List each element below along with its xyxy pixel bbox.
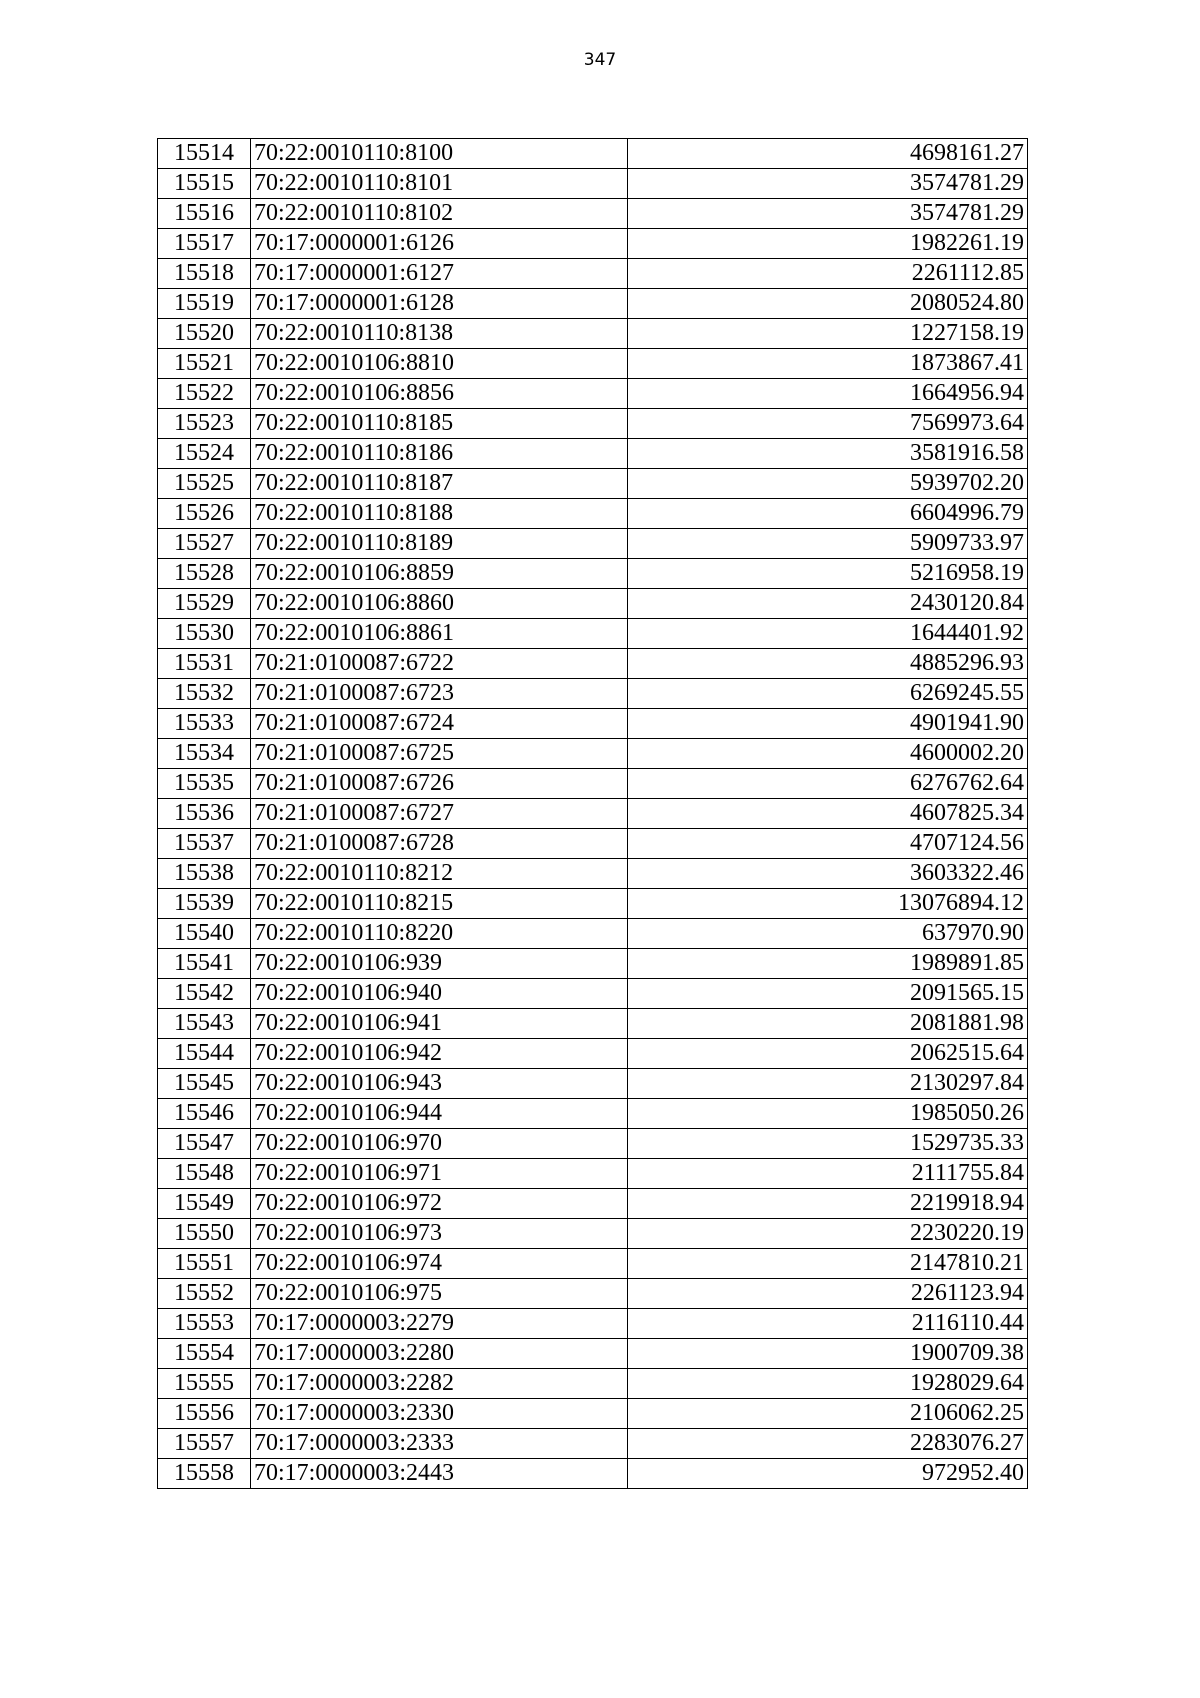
- cadastral-number-cell: 70:22:0010110:8212: [251, 859, 628, 889]
- table-row: [158, 229, 1028, 259]
- table-row: [158, 1009, 1028, 1039]
- row-number-cell: 15535: [158, 769, 251, 799]
- table-row: [158, 379, 1028, 409]
- table-row: [158, 409, 1028, 439]
- cadastral-number-cell: 70:22:0010106:970: [251, 1129, 628, 1159]
- cadastral-number-cell: 70:21:0100087:6724: [251, 709, 628, 739]
- row-number-cell: 15531: [158, 649, 251, 679]
- row-number-cell: 15525: [158, 469, 251, 499]
- row-number-cell: 15543: [158, 1009, 251, 1039]
- cadastral-value-cell: 2230220.19: [628, 1219, 1028, 1249]
- cadastral-value-cell: 6269245.55: [628, 679, 1028, 709]
- table-row: [158, 679, 1028, 709]
- row-number-cell: 15547: [158, 1129, 251, 1159]
- table-row: [158, 259, 1028, 289]
- cadastral-value-cell: 3603322.46: [628, 859, 1028, 889]
- cadastral-number-cell: 70:17:0000003:2280: [251, 1339, 628, 1369]
- cadastral-value-cell: 13076894.12: [628, 889, 1028, 919]
- cadastral-number-cell: 70:22:0010110:8186: [251, 439, 628, 469]
- cadastral-value-cell: 1928029.64: [628, 1369, 1028, 1399]
- cadastral-number-cell: 70:22:0010110:8102: [251, 199, 628, 229]
- row-number-cell: 15544: [158, 1039, 251, 1069]
- table-row: [158, 739, 1028, 769]
- row-number-cell: 15550: [158, 1219, 251, 1249]
- cadastral-value-cell: 2430120.84: [628, 589, 1028, 619]
- row-number-cell: 15518: [158, 259, 251, 289]
- cadastral-number-cell: 70:22:0010110:8100: [251, 139, 628, 169]
- table-row: [158, 1279, 1028, 1309]
- cadastral-number-cell: 70:17:0000003:2333: [251, 1429, 628, 1459]
- cadastral-value-cell: 1644401.92: [628, 619, 1028, 649]
- table-row: [158, 949, 1028, 979]
- table-row: [158, 1339, 1028, 1369]
- row-number-cell: 15516: [158, 199, 251, 229]
- cadastral-number-cell: 70:22:0010106:941: [251, 1009, 628, 1039]
- cadastral-value-cell: 5939702.20: [628, 469, 1028, 499]
- cadastral-value-cell: 1664956.94: [628, 379, 1028, 409]
- cadastral-value-cell: 4607825.34: [628, 799, 1028, 829]
- table-row: [158, 1159, 1028, 1189]
- table-row: [158, 439, 1028, 469]
- cadastral-number-cell: 70:22:0010106:8860: [251, 589, 628, 619]
- row-number-cell: 15532: [158, 679, 251, 709]
- table-row: [158, 139, 1028, 169]
- table-row: [158, 859, 1028, 889]
- cadastral-number-cell: 70:22:0010106:971: [251, 1159, 628, 1189]
- table-row: [158, 619, 1028, 649]
- cadastral-value-cell: 2081881.98: [628, 1009, 1028, 1039]
- row-number-cell: 15557: [158, 1429, 251, 1459]
- row-number-cell: 15522: [158, 379, 251, 409]
- cadastral-value-cell: 4698161.27: [628, 139, 1028, 169]
- table-row: [158, 889, 1028, 919]
- cadastral-value-cell: 1985050.26: [628, 1099, 1028, 1129]
- cadastral-number-cell: 70:22:0010110:8185: [251, 409, 628, 439]
- row-number-cell: 15526: [158, 499, 251, 529]
- row-number-cell: 15551: [158, 1249, 251, 1279]
- table-row: [158, 979, 1028, 1009]
- table-row: [158, 1129, 1028, 1159]
- cadastral-number-cell: 70:22:0010110:8101: [251, 169, 628, 199]
- cadastral-number-cell: 70:22:0010106:8856: [251, 379, 628, 409]
- cadastral-value-cell: 2283076.27: [628, 1429, 1028, 1459]
- row-number-cell: 15517: [158, 229, 251, 259]
- row-number-cell: 15524: [158, 439, 251, 469]
- table-row: [158, 799, 1028, 829]
- cadastral-value-cell: 1227158.19: [628, 319, 1028, 349]
- cadastral-value-cell: 2261112.85: [628, 259, 1028, 289]
- cadastral-number-cell: 70:17:0000003:2279: [251, 1309, 628, 1339]
- table-row: [158, 1219, 1028, 1249]
- cadastral-value-cell: 1989891.85: [628, 949, 1028, 979]
- cadastral-value-cell: 5909733.97: [628, 529, 1028, 559]
- cadastral-value-cell: 2261123.94: [628, 1279, 1028, 1309]
- cadastral-number-cell: 70:22:0010110:8188: [251, 499, 628, 529]
- cadastral-number-cell: 70:21:0100087:6725: [251, 739, 628, 769]
- cadastral-value-cell: 4885296.93: [628, 649, 1028, 679]
- row-number-cell: 15528: [158, 559, 251, 589]
- row-number-cell: 15536: [158, 799, 251, 829]
- table-row: [158, 199, 1028, 229]
- cadastral-number-cell: 70:22:0010110:8189: [251, 529, 628, 559]
- row-number-cell: 15514: [158, 139, 251, 169]
- row-number-cell: 15523: [158, 409, 251, 439]
- table-row: [158, 1099, 1028, 1129]
- table-row: [158, 499, 1028, 529]
- row-number-cell: 15539: [158, 889, 251, 919]
- cadastral-number-cell: 70:17:0000003:2282: [251, 1369, 628, 1399]
- cadastral-number-cell: 70:17:0000001:6128: [251, 289, 628, 319]
- row-number-cell: 15537: [158, 829, 251, 859]
- table-row: [158, 559, 1028, 589]
- row-number-cell: 15555: [158, 1369, 251, 1399]
- table-row: [158, 709, 1028, 739]
- cadastral-value-cell: 637970.90: [628, 919, 1028, 949]
- row-number-cell: 15515: [158, 169, 251, 199]
- cadastral-value-cell: 1529735.33: [628, 1129, 1028, 1159]
- cadastral-number-cell: 70:22:0010110:8220: [251, 919, 628, 949]
- row-number-cell: 15520: [158, 319, 251, 349]
- row-number-cell: 15545: [158, 1069, 251, 1099]
- table-row: [158, 1189, 1028, 1219]
- row-number-cell: 15541: [158, 949, 251, 979]
- cadastral-number-cell: 70:22:0010106:973: [251, 1219, 628, 1249]
- row-number-cell: 15538: [158, 859, 251, 889]
- cadastral-value-cell: 4600002.20: [628, 739, 1028, 769]
- row-number-cell: 15529: [158, 589, 251, 619]
- cadastral-value-cell: 6604996.79: [628, 499, 1028, 529]
- table-row: [158, 1369, 1028, 1399]
- cadastral-number-cell: 70:21:0100087:6728: [251, 829, 628, 859]
- table-row: [158, 1249, 1028, 1279]
- cadastral-number-cell: 70:21:0100087:6722: [251, 649, 628, 679]
- cadastral-number-cell: 70:22:0010106:975: [251, 1279, 628, 1309]
- cadastral-value-cell: 1900709.38: [628, 1339, 1028, 1369]
- table-row: [158, 529, 1028, 559]
- cadastral-number-cell: 70:22:0010106:943: [251, 1069, 628, 1099]
- cadastral-value-cell: 2106062.25: [628, 1399, 1028, 1429]
- cadastral-value-cell: 7569973.64: [628, 409, 1028, 439]
- cadastral-number-cell: 70:22:0010106:944: [251, 1099, 628, 1129]
- cadastral-number-cell: 70:22:0010106:939: [251, 949, 628, 979]
- cadastral-number-cell: 70:17:0000001:6126: [251, 229, 628, 259]
- row-number-cell: 15540: [158, 919, 251, 949]
- row-number-cell: 15521: [158, 349, 251, 379]
- cadastral-value-cell: 5216958.19: [628, 559, 1028, 589]
- cadastral-number-cell: 70:17:0000001:6127: [251, 259, 628, 289]
- table-row: [158, 469, 1028, 499]
- cadastral-number-cell: 70:22:0010106:974: [251, 1249, 628, 1279]
- row-number-cell: 15554: [158, 1339, 251, 1369]
- row-number-cell: 15549: [158, 1189, 251, 1219]
- cadastral-number-cell: 70:22:0010106:942: [251, 1039, 628, 1069]
- cadastral-number-cell: 70:22:0010106:8861: [251, 619, 628, 649]
- row-number-cell: 15556: [158, 1399, 251, 1429]
- table-row: [158, 769, 1028, 799]
- table-row: [158, 349, 1028, 379]
- row-number-cell: 15542: [158, 979, 251, 1009]
- cadastral-value-cell: 2111755.84: [628, 1159, 1028, 1189]
- row-number-cell: 15530: [158, 619, 251, 649]
- table-row: [158, 289, 1028, 319]
- cadastral-number-cell: 70:22:0010106:972: [251, 1189, 628, 1219]
- table-row: [158, 649, 1028, 679]
- row-number-cell: 15553: [158, 1309, 251, 1339]
- row-number-cell: 15527: [158, 529, 251, 559]
- cadastral-value-table: [157, 138, 1028, 1489]
- table-row: [158, 319, 1028, 349]
- row-number-cell: 15558: [158, 1459, 251, 1489]
- row-number-cell: 15552: [158, 1279, 251, 1309]
- cadastral-number-cell: 70:22:0010106:8810: [251, 349, 628, 379]
- cadastral-value-cell: 3581916.58: [628, 439, 1028, 469]
- row-number-cell: 15534: [158, 739, 251, 769]
- row-number-cell: 15533: [158, 709, 251, 739]
- cadastral-number-cell: 70:22:0010106:8859: [251, 559, 628, 589]
- cadastral-number-cell: 70:22:0010110:8187: [251, 469, 628, 499]
- page-number: 347: [583, 50, 617, 70]
- row-number-cell: 15519: [158, 289, 251, 319]
- cadastral-number-cell: 70:21:0100087:6727: [251, 799, 628, 829]
- cadastral-value-cell: 2091565.15: [628, 979, 1028, 1009]
- table-row: [158, 1399, 1028, 1429]
- table-row: [158, 1309, 1028, 1339]
- table-body: [158, 139, 1028, 1489]
- cadastral-value-cell: 1873867.41: [628, 349, 1028, 379]
- cadastral-value-cell: 2062515.64: [628, 1039, 1028, 1069]
- cadastral-value-cell: 1982261.19: [628, 229, 1028, 259]
- row-number-cell: 15548: [158, 1159, 251, 1189]
- cadastral-number-cell: 70:17:0000003:2443: [251, 1459, 628, 1489]
- cadastral-number-cell: 70:21:0100087:6726: [251, 769, 628, 799]
- cadastral-value-cell: 2130297.84: [628, 1069, 1028, 1099]
- cadastral-number-cell: 70:22:0010110:8138: [251, 319, 628, 349]
- table-row: [158, 919, 1028, 949]
- row-number-cell: 15546: [158, 1099, 251, 1129]
- cadastral-number-cell: 70:22:0010110:8215: [251, 889, 628, 919]
- cadastral-number-cell: 70:17:0000003:2330: [251, 1399, 628, 1429]
- table-row: [158, 1069, 1028, 1099]
- table-row: [158, 169, 1028, 199]
- table-row: [158, 1429, 1028, 1459]
- cadastral-value-cell: 2147810.21: [628, 1249, 1028, 1279]
- cadastral-value-cell: 2116110.44: [628, 1309, 1028, 1339]
- table-row: [158, 829, 1028, 859]
- table-row: [158, 1459, 1028, 1489]
- cadastral-value-cell: 6276762.64: [628, 769, 1028, 799]
- cadastral-value-cell: 4707124.56: [628, 829, 1028, 859]
- cadastral-value-cell: 3574781.29: [628, 199, 1028, 229]
- cadastral-number-cell: 70:21:0100087:6723: [251, 679, 628, 709]
- cadastral-value-cell: 2219918.94: [628, 1189, 1028, 1219]
- table-row: [158, 1039, 1028, 1069]
- cadastral-value-cell: 972952.40: [628, 1459, 1028, 1489]
- table-row: [158, 589, 1028, 619]
- cadastral-value-cell: 2080524.80: [628, 289, 1028, 319]
- cadastral-value-cell: 3574781.29: [628, 169, 1028, 199]
- cadastral-number-cell: 70:22:0010106:940: [251, 979, 628, 1009]
- cadastral-value-cell: 4901941.90: [628, 709, 1028, 739]
